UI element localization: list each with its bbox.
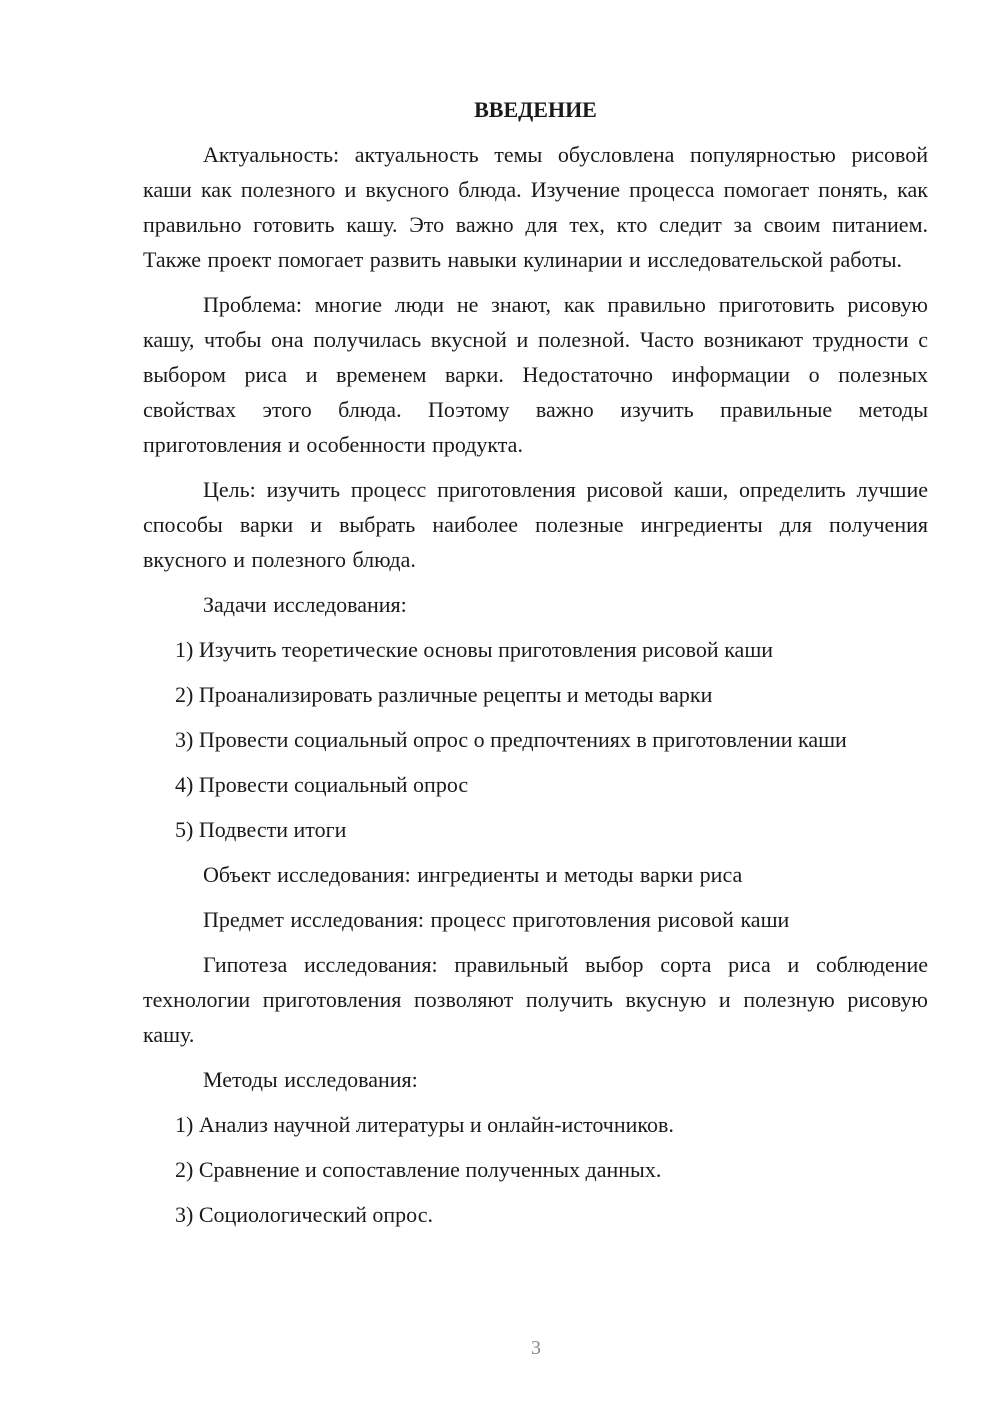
document-body: [143, 92, 928, 1242]
task-item: 3) Провести социальный опрос о предпочтениях в приготовлении каши: [175, 727, 847, 752]
page-number: 3: [531, 1337, 541, 1359]
task-item: 1) Изучить теоретические основы приготовления рисовой каши: [175, 637, 774, 662]
task-item: 5) Подвести итоги: [175, 817, 347, 842]
tasks-heading: Задачи исследования:: [203, 592, 407, 617]
method-item: 3) Социологический опрос.: [175, 1202, 433, 1227]
hypothesis-paragraph: Гипотеза исследования: правильный выбор сорта риса и соблюдение технологии приготовления позволяют получить вкусную и полезную рисовую кашу.: [143, 952, 928, 1047]
object-paragraph: Объект исследования: ингредиенты и методы варки риса: [203, 862, 743, 887]
subject-paragraph: Предмет исследования: процесс приготовления рисовой каши: [203, 907, 790, 932]
actuality-paragraph: Актуальность: актуальность темы обусловлена популярностью рисовой каши как полезного и вкусного блюда. Изучение процесса помогает понять, как правильно готовить кашу. Это важно для тех, кто следит за своим питанием. Также проект помогает развить навыки кулинарии и исследовательской работы.: [143, 142, 928, 272]
method-item: 2) Сравнение и сопоставление полученных данных.: [175, 1157, 662, 1182]
method-item: 1) Анализ научной литературы и онлайн-источников.: [175, 1112, 674, 1137]
methods-heading: Методы исследования:: [203, 1067, 418, 1092]
task-item: 2) Проанализировать различные рецепты и методы варки: [175, 682, 713, 707]
task-item: 4) Провести социальный опрос: [175, 772, 469, 797]
problem-paragraph: Проблема: многие люди не знают, как правильно приготовить рисовую кашу, чтобы она получилась вкусной и полезной. Часто возникают трудности с выбором риса и временем варки. Недостаточно информации о полезных свойствах этого блюда. Поэтому важно изучить правильные методы приготовления и особенности продукта.: [143, 292, 928, 457]
goal-paragraph: Цель: изучить процесс приготовления рисовой каши, определить лучшие способы варки и выбрать наиболее полезные ингредиенты для получения вкусного и полезного блюда.: [143, 477, 928, 572]
section-title: ВВЕДЕНИЕ: [474, 97, 597, 122]
